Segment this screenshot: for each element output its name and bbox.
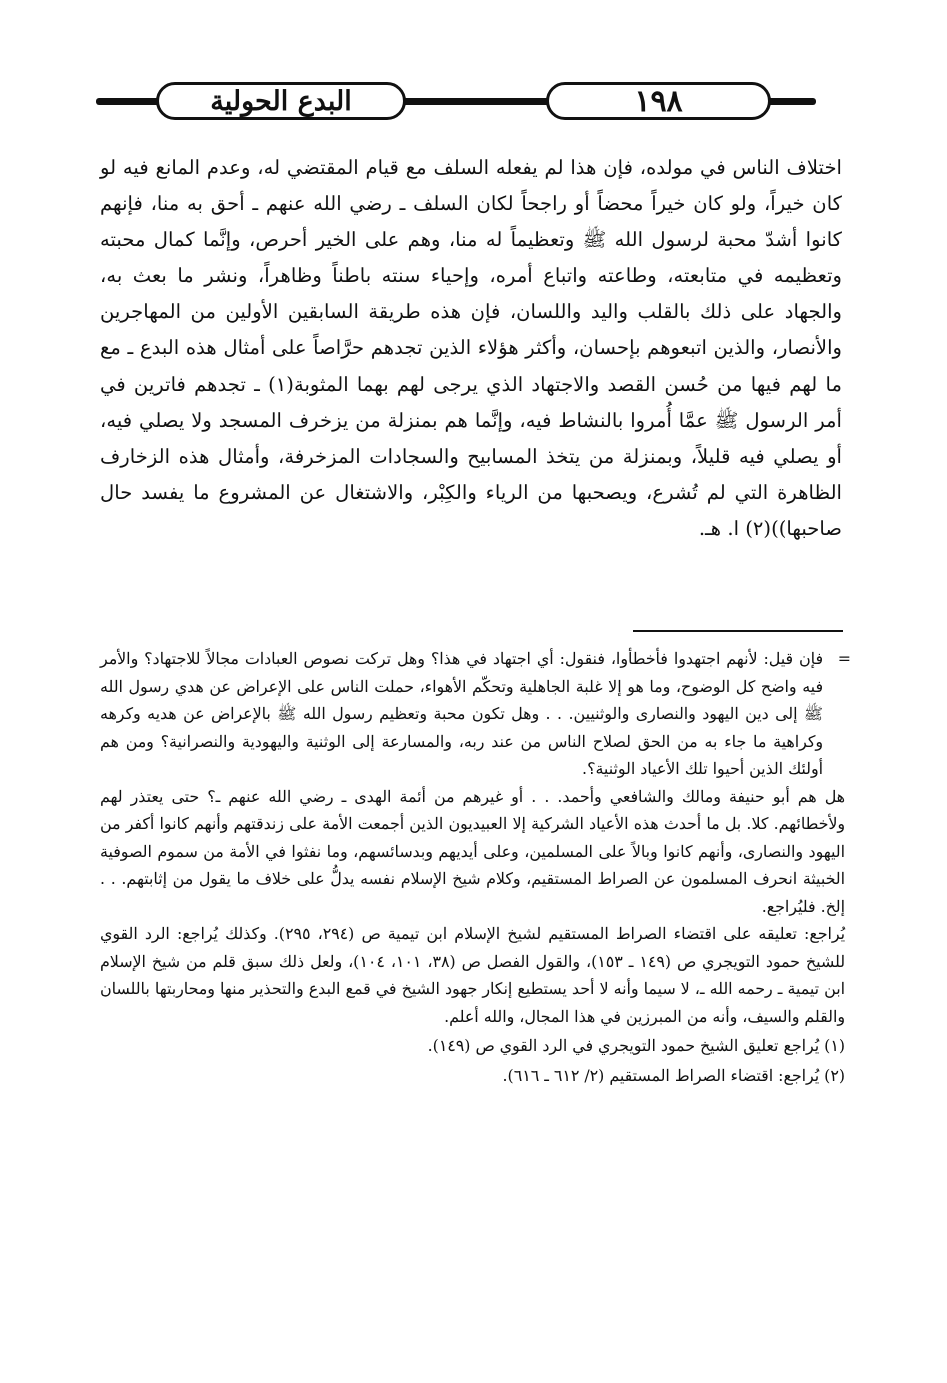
book-title: البدع الحولية xyxy=(156,82,406,120)
header-rule-right xyxy=(766,98,816,105)
footnote-paragraph-2: هل هم أبو حنيفة ومالك والشافعي وأحمد. . . أو غيرهم من أئمة الهدى ـ رضي الله عنهم ـ؟ حتى يعتذر لهم ولأخطائهم. كلا. بل ما أحدث هذه الأعياد الشركية إلا العبيديون الذين أجمعت الأمة على زندقتهم وأنهم كانوا أكفر من اليهود والنصارى، وأنهم كانوا وبالاً على المسلمين، وعلى أيديهم وبدسائسهم، وما نفثوا في الأمة من سموم الصوفية الخبيثة انحرف المسلمون عن الصراط المستقيم، وكلام شيخ الإسلام نفسه يدلُّ على خلاف ما يقول من إثابتهم. . . إلخ. فليُراجع. xyxy=(100,786,845,916)
continuation-mark: = xyxy=(837,649,851,668)
main-text-block xyxy=(100,150,842,547)
footnote-continuation xyxy=(100,645,851,783)
header-rule-middle xyxy=(401,98,551,105)
page-number: ١٩٨ xyxy=(546,82,771,120)
footnotes xyxy=(100,645,851,1089)
footnote-1: (١) يُراجع تعليق الشيخ حمود التويجري في الرد القوي ص (١٤٩). xyxy=(427,1036,845,1055)
main-paragraph: اختلاف الناس في مولده، فإن هذا لم يفعله السلف مع قيام المقتضي له، وعدم المانع فيه لو كان خيراً، ولو كان خيراً محضاً أو راجحاً لكان السلف ـ رضي الله عنهم ـ أحق به منا، فإنهم كانوا أشدّ محبة لرسول الله ﷺ وتعظيماً له منا، وهم على الخير أحرص، وإنَّما كمال محبته وتعظيمه في متابعته، وطاعته واتباع أمره، وإحياء سنته باطناً وظاهراً، ونشر ما بعث به، والجهاد على ذلك بالقلب واليد واللسان، فإن هذه طريقة السابقين الأولين من المهاجرين والأنصار، والذين اتبعوهم بإحسان، وأكثر هؤلاء الذين تجدهم حرَّاصاً على أمثال هذه البدع ـ مع ما لهم فيها من حُسن القصد والاجتهاد الذي يرجى لهم بهما المثوبة(١) ـ تجدهم فاترين في أمر الرسول ﷺ عمَّا أُمروا بالنشاط فيه، وإنَّما هم بمنزلة من يزخرف المسجد ولا يصلي فيه، أو يصلي فيه قليلاً، وبمنزلة من يتخذ المسابيح والسجادات المزخرفة، وأمثال هذه الزخارف الظاهرة التي لم تُشرع، ويصحبها من الرياء والكِبْر، والاشتغال عن المشروع ما يفسد حال صاحبها))(٢) ا. هـ. xyxy=(100,156,842,540)
footnote-paragraph-3: يُراجع: تعليقه على اقتضاء الصراط المستقيم لشيخ الإسلام ابن تيمية ص (٢٩٤، ٢٩٥). وكذلك يُراجع: الرد القوي للشيخ حمود التويجري ص (١٤٩ ـ ١٥٣)، والقول الفصل ص (٣٨، ١٠١، ١٠٤)، ولعل ذلك سبق قلم من شيخ الإسلام ابن تيمية ـ رحمه الله ـ، لا سيما وأنه لا أحد يستطيع إنكار جهود الشيخ في قمع البدع والتحذير منها ومحاربتها باللسان والقلم والسيف، وأنه من المبرزين في هذا المجال، والله أعلم. xyxy=(100,924,846,1026)
footnote-2: (٢) يُراجع: اقتضاء الصراط المستقيم (٢/ ٦١٢ ـ ٦١٦). xyxy=(502,1065,845,1085)
footnote-continuation-text: فإن قيل: لأنهم اجتهدوا فأخطأوا، فنقول: أي اجتهاد في هذا؟ وهل تركت نصوص العبادات مجالاً للاجتهاد؟ والأمر فيه واضح كل الوضوح، وما هو إلا غلبة الجاهلية وتحكّم الأهواء، حملت الناس على الإعراض عن هدي رسول الله ﷺ إلى دين اليهود والنصارى والوثنيين. . . وهل تكون محبة وتعظيم رسول الله ﷺ بالإعراض عن هديه وكرهه وكراهية ما جاء به من الحق لصلاح الناس من عند ربه، والمسارعة إلى الوثنية واليهودية والنصرانية؟ ومن هم أولئك الذين أحيوا تلك الأعياد الوثنية؟. xyxy=(100,649,823,778)
footnote-divider xyxy=(633,630,843,632)
page-header xyxy=(96,82,836,132)
